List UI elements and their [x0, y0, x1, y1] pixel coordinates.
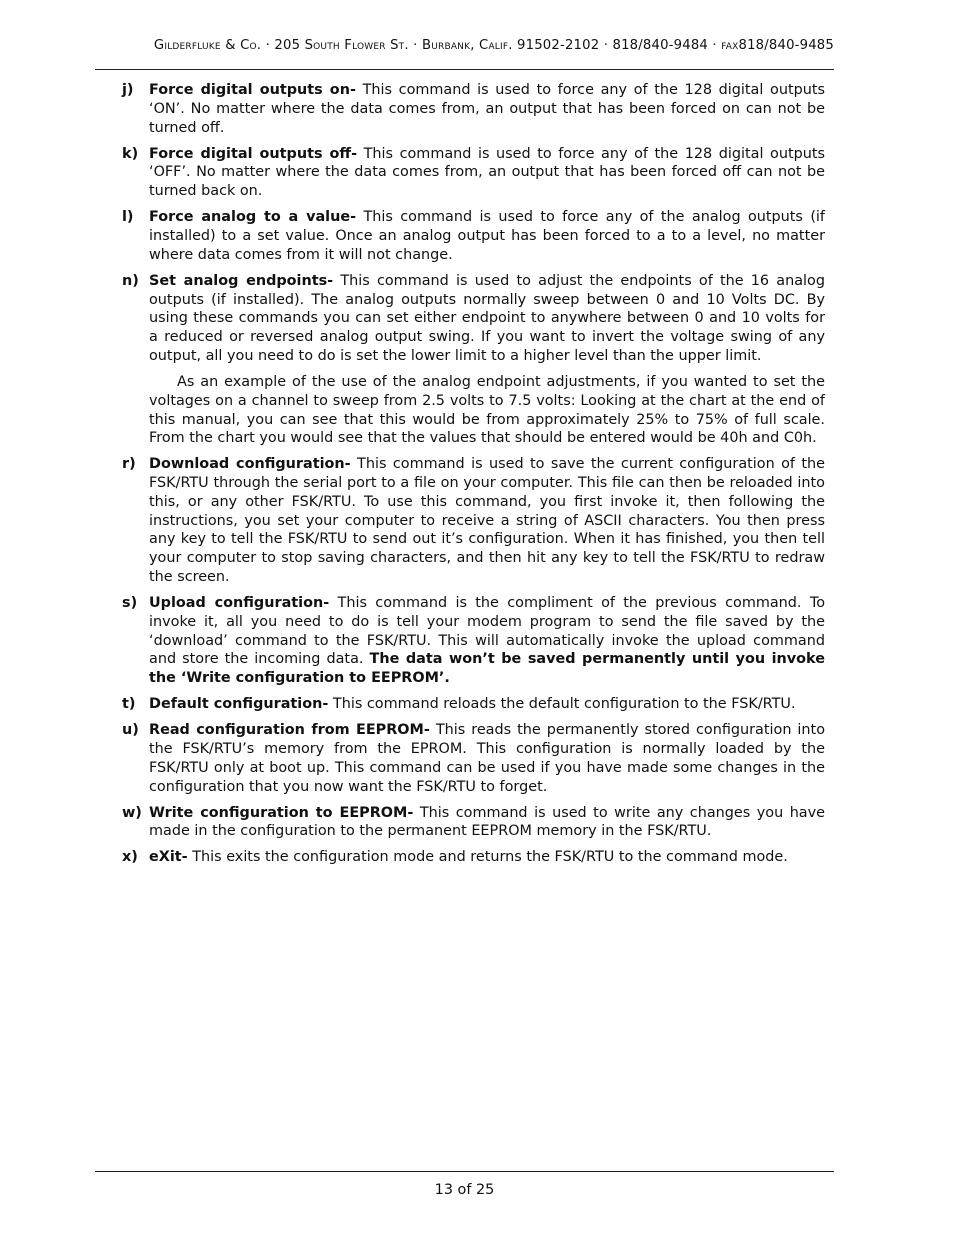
item-label: t) [122, 696, 136, 713]
street-number: 205 [274, 38, 305, 53]
list-item [122, 804, 825, 842]
item-label: r) [122, 456, 136, 473]
company-co: o. [249, 38, 262, 53]
company-amp: & [220, 38, 241, 53]
item-title: Download configuration- [149, 456, 351, 473]
item-title: Force analog to a value- [149, 209, 357, 226]
list-item [122, 455, 825, 587]
list-item [122, 272, 825, 366]
item-text: This command is used to write any changes you have made in the configuration to the permanent EEPROM memory in the FSK/RTU. [149, 804, 826, 840]
list-item [122, 848, 825, 867]
street-type-initial: S [390, 38, 399, 53]
item-label: x) [122, 849, 138, 866]
item-text: This command is used to force any of the 128 digital outputs ‘OFF’. No matter where the data comes from, an output that has been forced off can not be turned back on. [149, 145, 825, 200]
city-name: urbank [431, 38, 471, 53]
item-body [149, 594, 825, 688]
list-item [122, 145, 825, 201]
page-number: 13 of 25 [434, 1182, 495, 1198]
company-co-initial: C [240, 38, 250, 53]
item-body [149, 695, 825, 714]
item-title: Set analog endpoints- [149, 272, 334, 289]
header-separator: · [261, 38, 275, 53]
item-label: u) [122, 722, 139, 739]
item-text: This command is used to force any of the 128 digital outputs ‘ON’. No matter where the data comes from, an output that has been forced on can not be turned off. [149, 82, 825, 136]
item-label: s) [122, 595, 138, 612]
list-item [122, 721, 825, 796]
list-item [122, 208, 825, 264]
item-title: Force digital outputs on- [149, 82, 356, 98]
list-item [122, 695, 825, 714]
item-label: n) [122, 272, 139, 289]
item-label: k) [122, 145, 139, 162]
company-name: ilderfluke [164, 38, 221, 53]
page-header [95, 38, 834, 53]
item-bold-note: The data won’t be saved permanently until you invoke the ‘Write configuration to EEPROM’. [149, 651, 826, 687]
header-separator: · [408, 38, 422, 53]
item-body [149, 208, 825, 264]
street-type: t. [398, 38, 409, 53]
street-initial: S [304, 38, 314, 53]
header-separator: · [599, 38, 613, 53]
item-body [149, 272, 825, 366]
header-separator: · [708, 38, 722, 53]
item-body [149, 145, 825, 201]
item-text: This command is the compliment of the previous command. To invoke it, all you need to do is tell your modem program to send the file saved by the ‘download’ command to the FSK/RTU. This will automatically invoke the upload command and store the incoming data. [149, 595, 825, 668]
item-text: This exits the configuration mode and returns the FSK/RTU to the command mode. [187, 849, 788, 866]
item-title: Read configuration from EEPROM- [149, 722, 430, 739]
item-label: j) [122, 82, 134, 98]
item-example-paragraph: As an example of the use of the analog endpoint adjustments, if you wanted to set the voltages on a channel to sweep from 2.5 volts to 7.5 volts: Looking at the chart at the end of this manual, you can see that this would be from approximately 25% to 75% of full scale. From the chart you would see that the values that should be entered would be 40h and C0h. [149, 373, 825, 447]
footer-rule [95, 1171, 834, 1172]
street-word: outh [313, 38, 345, 53]
item-body [149, 804, 825, 842]
header-rule [95, 69, 834, 70]
state-initial: C [479, 38, 489, 53]
street-name: lower [352, 38, 391, 53]
item-text: This command is used to save the current configuration of the FSK/RTU through the serial port to a file on your computer. This file can then be reloaded into this, or any other FSK/RTU. To use this command, you first invoke it, then following the instructions, you set your computer to receive a string of ASCII characters. You then press any key to tell the FSK/RTU to send out it’s configuration. When it has finished, you then tell your computer to stop saving characters, and then hit any key to tell the FSK/RTU to redraw the screen. [149, 456, 825, 586]
phone-number: 818/840-9484 [612, 38, 709, 53]
item-body [149, 721, 825, 796]
item-body [149, 81, 825, 137]
item-title: Write configuration to EEPROM- [149, 804, 414, 821]
item-text: This command reloads the default configuration to the FSK/RTU. [328, 696, 796, 713]
item-text: This command is used to adjust the endpoints of the 16 analog outputs (if installed). The analog outputs normally sweep between 0 and 10 Volts DC. By using these commands you can set either endpoint to anywhere between 0 and 10 volts for a reduced or reversed analog output swing. If you want to invert the voltage swing of any output, all you need to do is set the lower limit to a higher level than the upper limit. [149, 272, 825, 364]
company-initial: G [153, 38, 165, 53]
street-name-initial: F [344, 38, 353, 53]
fax-number: 818/840-9485 [738, 38, 834, 53]
item-title: eXit- [149, 849, 188, 866]
command-list [122, 81, 825, 874]
item-label: l) [122, 209, 134, 226]
city-comma: , [470, 38, 480, 53]
item-text: This command is used to force any of the analog outputs (if installed) to a set value. Once an analog output has been forced to a to a level, no matter where data comes from it will not change. [149, 209, 825, 263]
item-title: Default configuration- [149, 696, 329, 713]
item-body [149, 848, 825, 867]
item-text: This reads the permanently stored configuration into the FSK/RTU’s memory from the EPROM. This configuration is normally loaded by the FSK/RTU only at boot up. This command can be used if you have made some changes in the configuration that you now want the FSK/RTU to forget. [149, 722, 825, 795]
fax-label: fax [721, 38, 739, 53]
state-name: alif. [488, 38, 513, 53]
item-body [149, 455, 825, 587]
list-item [122, 81, 825, 137]
zip-code: 91502-2102 [512, 38, 600, 53]
item-title: Upload configuration- [149, 595, 330, 612]
list-item [122, 594, 825, 688]
city-initial: B [421, 38, 432, 53]
item-label: w) [122, 804, 142, 821]
item-title: Force digital outputs off- [149, 145, 358, 162]
